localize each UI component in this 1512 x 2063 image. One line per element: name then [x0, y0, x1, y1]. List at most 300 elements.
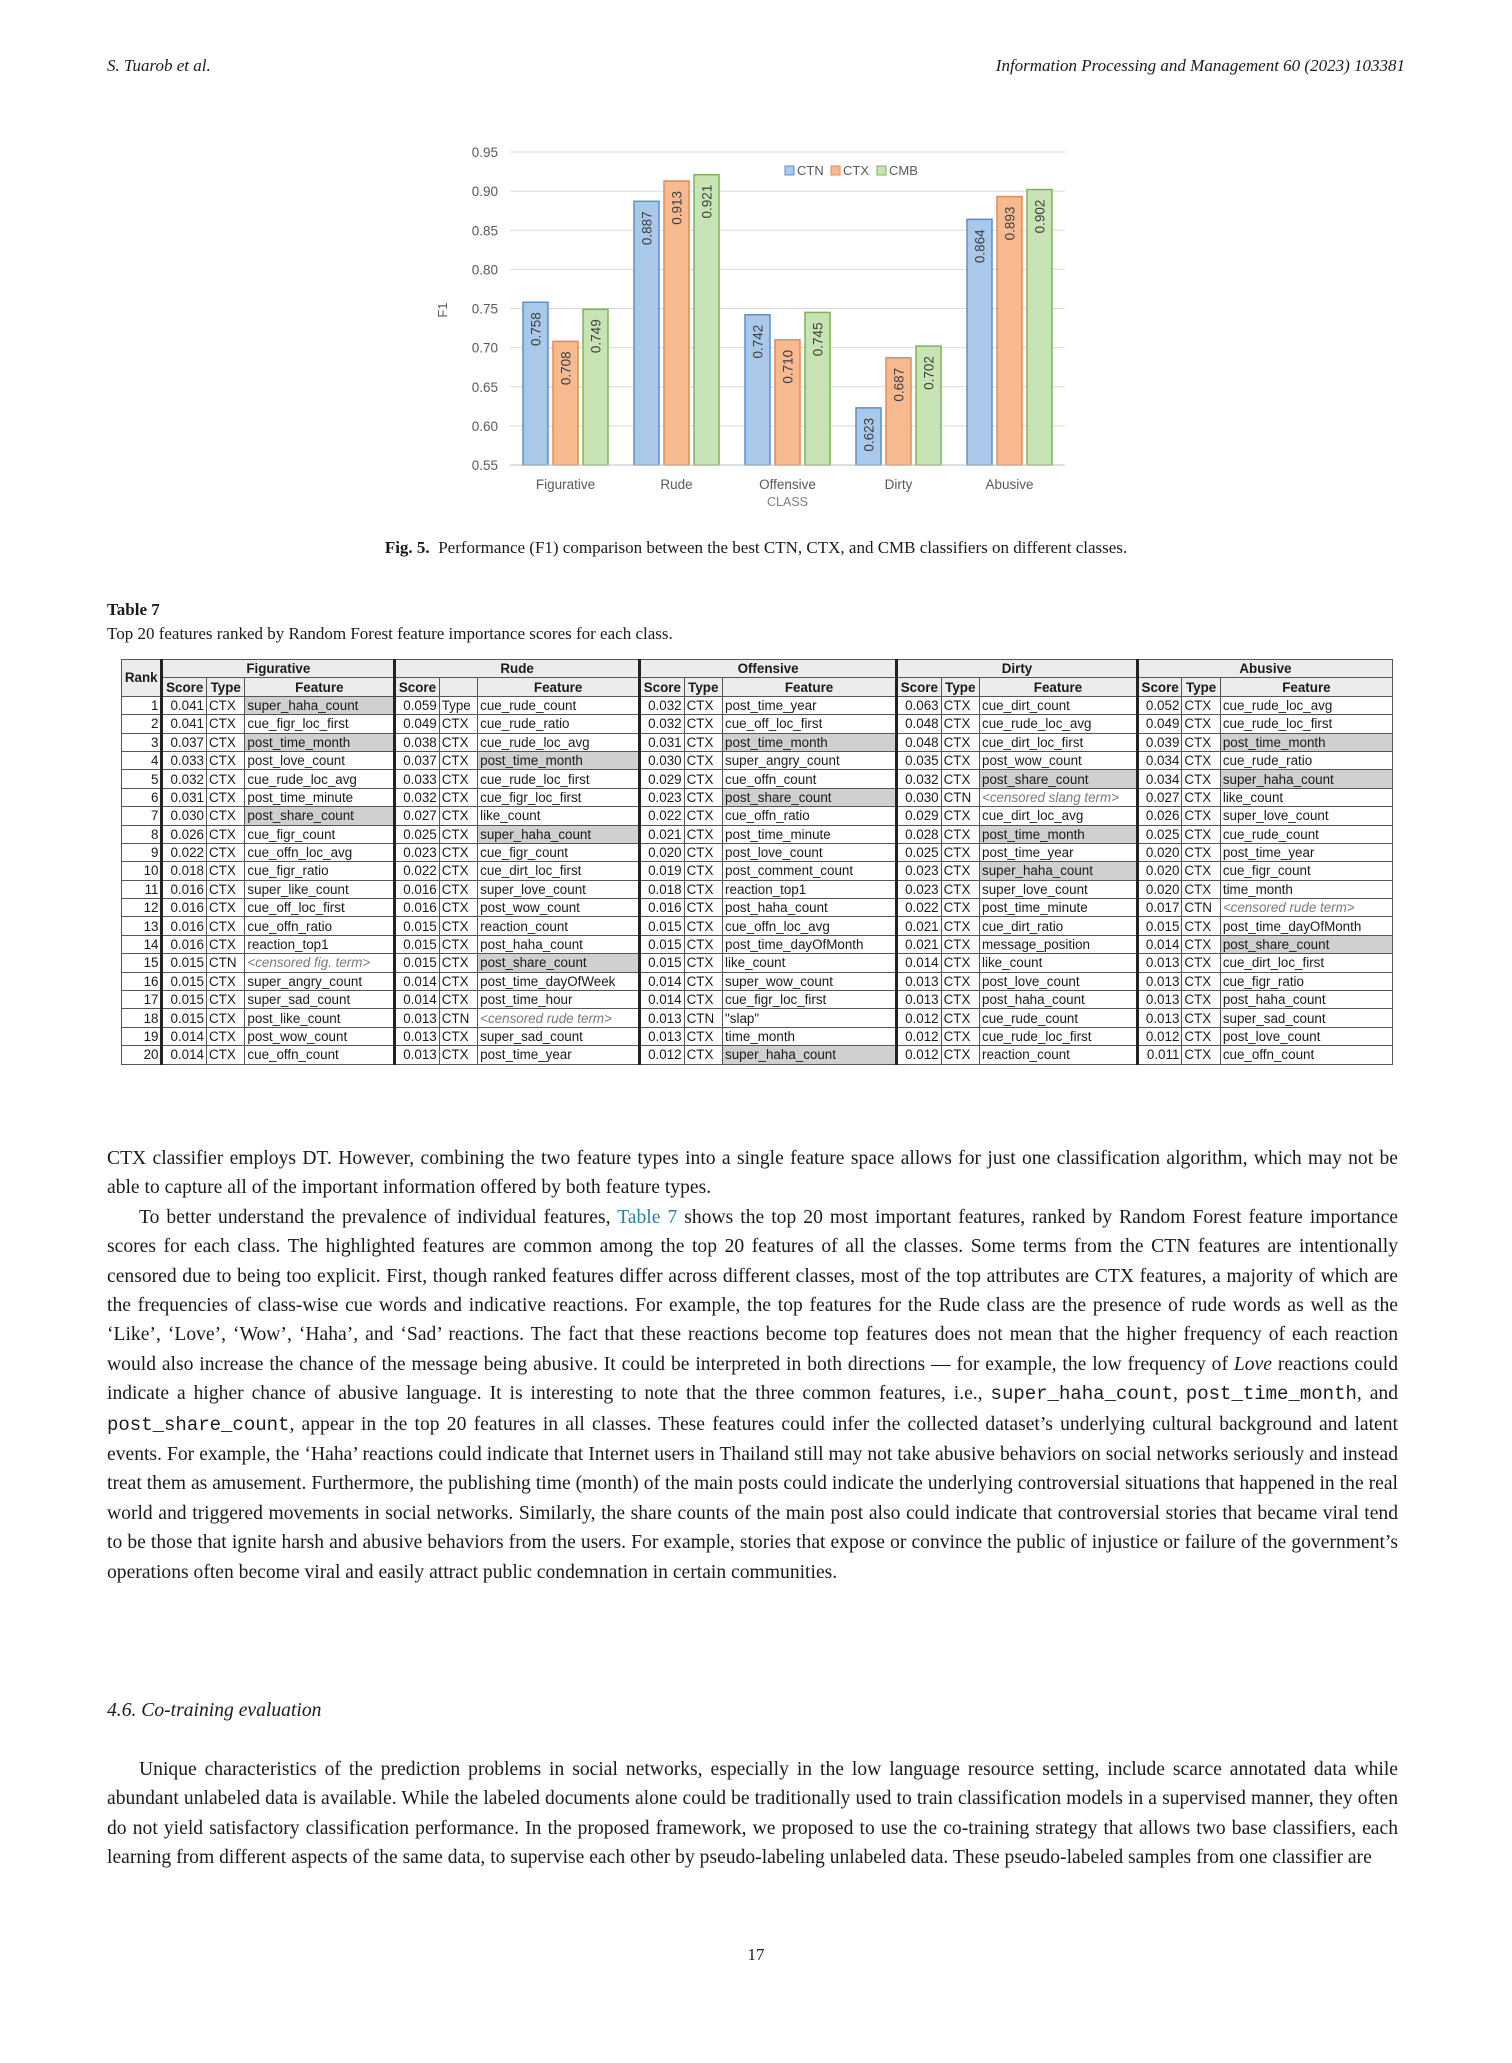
feature-cell: super_love_count [478, 880, 640, 898]
feature-cell: post_love_count [245, 751, 395, 769]
type-cell: CTX [1182, 972, 1220, 990]
x-tick-label: Offensive [759, 477, 816, 492]
score-cell: 0.021 [897, 917, 942, 935]
feature-cell: cue_offn_count [245, 1046, 395, 1064]
type-cell: CTX [206, 880, 244, 898]
score-cell: 0.028 [897, 825, 942, 843]
feature-cell: super_angry_count [723, 751, 897, 769]
table-subheader-row [122, 678, 1393, 696]
feature-cell: cue_figr_count [1220, 862, 1392, 880]
feature-cell: post_haha_count [1220, 991, 1392, 1009]
feature-cell: cue_offn_ratio [723, 807, 897, 825]
type-cell: CTX [206, 696, 244, 714]
feature-cell: cue_figr_loc_first [723, 991, 897, 1009]
score-cell: 0.035 [897, 751, 942, 769]
bar-value-label: 0.687 [891, 367, 907, 402]
type-cell: CTX [941, 991, 979, 1009]
code-post-share-count: post_share_count [107, 1413, 290, 1436]
type-cell: CTX [941, 825, 979, 843]
type-cell: CTX [684, 733, 722, 751]
bar-value-label: 0.913 [669, 190, 685, 225]
feature-cell: cue_dirt_loc_first [980, 733, 1138, 751]
feature-cell: post_time_year [980, 843, 1138, 861]
table-row [122, 807, 1393, 825]
type-cell: CTX [1182, 807, 1220, 825]
feature-cell: super_haha_count [723, 1046, 897, 1064]
score-cell: 0.015 [162, 1009, 207, 1027]
column-header: Score [395, 678, 440, 696]
type-cell: CTX [206, 788, 244, 806]
score-cell: 0.016 [162, 880, 207, 898]
table-row [122, 862, 1393, 880]
score-cell: 0.031 [162, 788, 207, 806]
score-cell: 0.013 [640, 1009, 685, 1027]
bar-value-label: 0.742 [750, 324, 766, 359]
type-cell: CTN [1182, 899, 1220, 917]
feature-cell: cue_offn_count [1220, 1046, 1392, 1064]
type-cell: CTX [206, 862, 244, 880]
feature-cell: super_sad_count [478, 1027, 640, 1045]
type-cell: CTX [1182, 825, 1220, 843]
table-7-link[interactable]: Table 7 [617, 1206, 678, 1228]
feature-cell: super_like_count [245, 880, 395, 898]
feature-cell: post_time_month [980, 825, 1138, 843]
bar-value-label: 0.749 [588, 319, 604, 354]
type-cell: CTX [439, 1046, 477, 1064]
feature-cell: super_sad_count [1220, 1009, 1392, 1027]
score-cell: 0.013 [897, 972, 942, 990]
score-cell: 0.015 [1137, 917, 1182, 935]
table-row [122, 788, 1393, 806]
p2-text-f: , appear in the top 20 features in all classes. These features could infer the collected dataset’s underlying cultural background and latent events. For example, the ‘Haha’ reactions could indicate that Internet users in Thailand still may not take abusive behaviors on social networks seriously and instead treat them as amusement. Furthermore, the publishing time (month) of the main posts could indicate the underlying controversial situations that happened in the real world and triggered movements in social networks. Similarly, the share counts of the main post also could indicate that controversial stories that became viral tend to be those that ignite harsh and abusive behaviors from the users. For example, stories that expose or convince the public of injustice or failure of the government’s operations often become viral and easily attract public condemnation in certain communities. [107, 1413, 1398, 1583]
score-cell: 0.016 [640, 899, 685, 917]
type-cell: CTX [206, 733, 244, 751]
score-cell: 0.022 [640, 807, 685, 825]
feature-cell: super_angry_count [245, 972, 395, 990]
group-header-offensive: Offensive [640, 660, 897, 678]
type-cell: CTX [439, 935, 477, 953]
y-tick-label: 0.60 [471, 418, 498, 434]
feature-cell: cue_off_loc_first [723, 715, 897, 733]
type-cell: CTX [941, 807, 979, 825]
feature-cell: reaction_top1 [723, 880, 897, 898]
score-cell: 0.030 [640, 751, 685, 769]
score-cell: 0.013 [1137, 972, 1182, 990]
bar-value-label: 0.758 [528, 312, 544, 347]
feature-cell: cue_off_loc_first [245, 899, 395, 917]
score-cell: 0.013 [1137, 991, 1182, 1009]
score-cell: 0.020 [1137, 843, 1182, 861]
score-cell: 0.014 [395, 991, 440, 1009]
score-cell: 0.038 [395, 733, 440, 751]
type-cell: CTX [684, 807, 722, 825]
feature-cell: cue_figr_ratio [1220, 972, 1392, 990]
column-header: Score [1137, 678, 1182, 696]
feature-cell: post_time_dayOfWeek [478, 972, 640, 990]
score-cell: 0.013 [395, 1009, 440, 1027]
feature-cell: post_time_year [478, 1046, 640, 1064]
feature-cell: <censored fig. term> [245, 954, 395, 972]
rank-cell: 8 [122, 825, 162, 843]
type-cell: CTX [941, 1027, 979, 1045]
feature-cell: cue_rude_count [1220, 825, 1392, 843]
score-cell: 0.013 [897, 991, 942, 1009]
column-header: Score [897, 678, 942, 696]
feature-importance-table [121, 659, 1393, 1065]
feature-cell: cue_rude_count [980, 1009, 1138, 1027]
type-cell: CTX [1182, 917, 1220, 935]
score-cell: 0.026 [1137, 807, 1182, 825]
y-tick-label: 0.90 [471, 184, 498, 200]
feature-cell: reaction_count [980, 1046, 1138, 1064]
feature-cell: cue_rude_loc_avg [1220, 696, 1392, 714]
score-cell: 0.013 [1137, 954, 1182, 972]
score-cell: 0.014 [640, 991, 685, 1009]
score-cell: 0.017 [1137, 899, 1182, 917]
score-cell: 0.025 [1137, 825, 1182, 843]
column-header: Feature [980, 678, 1138, 696]
feature-cell: cue_figr_loc_first [478, 788, 640, 806]
column-header: Score [640, 678, 685, 696]
feature-cell: <censored rude term> [478, 1009, 640, 1027]
feature-cell: post_love_count [723, 843, 897, 861]
type-cell: CTX [439, 770, 477, 788]
feature-cell: cue_offn_loc_avg [723, 917, 897, 935]
table-row [122, 935, 1393, 953]
score-cell: 0.034 [1137, 751, 1182, 769]
score-cell: 0.022 [162, 843, 207, 861]
legend-label-ctx: CTX [843, 163, 869, 178]
feature-cell: super_haha_count [245, 696, 395, 714]
table-row [122, 1009, 1393, 1027]
feature-cell: post_time_hour [478, 991, 640, 1009]
rank-cell: 15 [122, 954, 162, 972]
feature-cell: cue_rude_loc_avg [245, 770, 395, 788]
column-header: Feature [1220, 678, 1392, 696]
bar-value-label: 0.623 [861, 417, 877, 452]
type-cell: CTX [684, 917, 722, 935]
y-tick-label: 0.70 [471, 340, 498, 356]
table-row [122, 751, 1393, 769]
bar-value-label: 0.745 [810, 322, 826, 357]
score-cell: 0.037 [162, 733, 207, 751]
feature-cell: cue_dirt_count [980, 696, 1138, 714]
type-cell: CTX [206, 751, 244, 769]
type-cell: CTX [941, 862, 979, 880]
feature-cell: post_wow_count [980, 751, 1138, 769]
feature-cell: super_wow_count [723, 972, 897, 990]
paragraph-2 [107, 1203, 1398, 1587]
feature-cell: post_time_month [1220, 733, 1392, 751]
feature-cell: <censored slang term> [980, 788, 1138, 806]
score-cell: 0.015 [640, 954, 685, 972]
score-cell: 0.032 [162, 770, 207, 788]
type-cell: CTX [439, 807, 477, 825]
score-cell: 0.037 [395, 751, 440, 769]
type-cell: CTX [1182, 954, 1220, 972]
score-cell: 0.022 [897, 899, 942, 917]
group-header-figurative: Figurative [162, 660, 395, 678]
code-super-haha-count: super_haha_count [990, 1383, 1173, 1406]
type-cell: CTX [684, 899, 722, 917]
x-axis-label: CLASS [767, 495, 808, 509]
type-cell: CTX [439, 880, 477, 898]
rank-cell: 19 [122, 1027, 162, 1045]
type-cell: CTX [684, 954, 722, 972]
y-tick-label: 0.65 [471, 379, 498, 395]
type-cell: CTX [1182, 1027, 1220, 1045]
column-header: Score [162, 678, 207, 696]
feature-cell: message_position [980, 935, 1138, 953]
group-header-rude: Rude [395, 660, 640, 678]
y-tick-label: 0.75 [471, 301, 498, 317]
table-row [122, 733, 1393, 751]
type-cell: CTX [1182, 1009, 1220, 1027]
figure-caption [0, 538, 1512, 558]
rank-cell: 11 [122, 880, 162, 898]
rank-cell: 16 [122, 972, 162, 990]
score-cell: 0.012 [897, 1046, 942, 1064]
feature-cell: cue_figr_count [245, 825, 395, 843]
group-header-dirty: Dirty [897, 660, 1138, 678]
type-cell: CTX [439, 733, 477, 751]
feature-cell: post_share_count [723, 788, 897, 806]
score-cell: 0.023 [897, 862, 942, 880]
y-tick-label: 0.80 [471, 262, 498, 278]
score-cell: 0.033 [162, 751, 207, 769]
group-header-abusive: Abusive [1137, 660, 1392, 678]
score-cell: 0.033 [395, 770, 440, 788]
score-cell: 0.029 [640, 770, 685, 788]
type-cell: CTX [1182, 733, 1220, 751]
type-cell: CTX [439, 972, 477, 990]
feature-cell: post_time_minute [980, 899, 1138, 917]
feature-cell: like_count [980, 954, 1138, 972]
score-cell: 0.013 [1137, 1009, 1182, 1027]
score-cell: 0.015 [640, 935, 685, 953]
p2-text-b: shows the top 20 most important features, ranked by Random Forest feature importance scores for each class. The highlighted features are common among the top 20 features of all the classes. Some terms from the CTN features are intentionally censored due to being too explicit. First, though ranked features differ across different classes, most of the top attributes are CTX features, a majority of which are the frequencies of class-wise cue words and indicative reactions. For example, the top features for the Rude class are the presence of rude words as well as the ‘Like’, ‘Love’, ‘Wow’, ‘Haha’, and ‘Sad’ reactions. The fact that these reactions become top features does not mean that the higher frequency of each reaction would also increase the chance of the message being abusive. It could be interpreted in both directions — for example, the low frequency of [107, 1206, 1398, 1375]
type-cell: CTX [439, 917, 477, 935]
score-cell: 0.059 [395, 696, 440, 714]
feature-cell: cue_dirt_ratio [980, 917, 1138, 935]
feature-cell: super_love_count [980, 880, 1138, 898]
type-cell: Type [439, 696, 477, 714]
type-cell: CTX [684, 1027, 722, 1045]
column-header: Type [1182, 678, 1220, 696]
column-header: Feature [245, 678, 395, 696]
table-row [122, 899, 1393, 917]
feature-cell: cue_figr_ratio [245, 862, 395, 880]
feature-cell: post_haha_count [478, 935, 640, 953]
bar-value-label: 0.864 [972, 229, 988, 264]
body-text-lower [107, 1755, 1398, 1873]
table-row [122, 954, 1393, 972]
table-row [122, 825, 1393, 843]
score-cell: 0.025 [395, 825, 440, 843]
feature-cell: post_share_count [980, 770, 1138, 788]
table-row [122, 843, 1393, 861]
table-row [122, 972, 1393, 990]
feature-cell: cue_rude_loc_first [1220, 715, 1392, 733]
type-cell: CTX [206, 807, 244, 825]
score-cell: 0.013 [395, 1027, 440, 1045]
feature-cell: super_haha_count [1220, 770, 1392, 788]
rank-cell: 5 [122, 770, 162, 788]
score-cell: 0.029 [897, 807, 942, 825]
column-header [439, 678, 477, 696]
score-cell: 0.052 [1137, 696, 1182, 714]
score-cell: 0.014 [1137, 935, 1182, 953]
paragraph-1: CTX classifier employs DT. However, combining the two feature types into a single feature space allows for just one classification algorithm, which may not be able to capture all of the important information offered by both feature types. [107, 1148, 1398, 1199]
type-cell: CTX [684, 991, 722, 1009]
score-cell: 0.041 [162, 715, 207, 733]
score-cell: 0.032 [897, 770, 942, 788]
feature-cell: post_wow_count [245, 1027, 395, 1045]
score-cell: 0.023 [395, 843, 440, 861]
score-cell: 0.030 [897, 788, 942, 806]
table-row [122, 880, 1393, 898]
type-cell: CTX [684, 770, 722, 788]
type-cell: CTX [206, 770, 244, 788]
type-cell: CTX [1182, 788, 1220, 806]
type-cell: CTN [684, 1009, 722, 1027]
table-row [122, 1046, 1393, 1064]
type-cell: CTX [206, 972, 244, 990]
type-cell: CTX [941, 696, 979, 714]
feature-cell: post_time_dayOfMonth [723, 935, 897, 953]
type-cell: CTN [439, 1009, 477, 1027]
feature-cell: cue_rude_ratio [1220, 751, 1392, 769]
feature-cell: cue_rude_ratio [478, 715, 640, 733]
bar-value-label: 0.702 [921, 356, 937, 390]
figure-caption-text: Performance (F1) comparison between the best CTN, CTX, and CMB classifiers on different classes. [438, 538, 1128, 557]
score-cell: 0.049 [1137, 715, 1182, 733]
table-row [122, 770, 1393, 788]
feature-cell: cue_rude_loc_avg [980, 715, 1138, 733]
score-cell: 0.032 [395, 788, 440, 806]
paragraph-3: Unique characteristics of the prediction problems in social networks, especially in the low language resource setting, include scarce annotated data while abundant unlabeled data is available. While the labeled documents alone could be traditionally used to train classification models in a supervised manner, they often do not yield satisfactory classification performance. In the proposed framework, we proposed to use the co-training strategy that allows two base classifiers, each learning from different aspects of the same data, to supervise each other by pseudo-labeling unlabeled data. These pseudo-labeled samples from one classifier are [107, 1759, 1398, 1869]
legend-label-cmb: CMB [889, 163, 918, 178]
x-tick-label: Figurative [535, 477, 596, 492]
rank-cell: 17 [122, 991, 162, 1009]
score-cell: 0.023 [640, 788, 685, 806]
type-cell: CTX [941, 770, 979, 788]
score-cell: 0.014 [640, 972, 685, 990]
type-cell: CTX [941, 954, 979, 972]
feature-cell: post_time_month [478, 751, 640, 769]
type-cell: CTX [439, 899, 477, 917]
type-cell: CTX [684, 1046, 722, 1064]
type-cell: CTX [684, 935, 722, 953]
feature-cell: post_share_count [478, 954, 640, 972]
y-tick-label: 0.95 [471, 145, 498, 160]
type-cell: CTX [684, 862, 722, 880]
feature-cell: cue_dirt_loc_first [478, 862, 640, 880]
feature-cell: <censored rude term> [1220, 899, 1392, 917]
type-cell: CTX [1182, 1046, 1220, 1064]
legend-swatch-cmb [877, 166, 886, 175]
type-cell: CTX [684, 825, 722, 843]
table-group-header-row [122, 660, 1393, 678]
feature-cell: post_time_year [723, 696, 897, 714]
feature-cell: post_love_count [1220, 1027, 1392, 1045]
feature-cell: reaction_count [478, 917, 640, 935]
type-cell: CTX [941, 843, 979, 861]
body-text-upper [107, 1144, 1398, 1587]
feature-cell: cue_rude_loc_avg [478, 733, 640, 751]
p2-text-c: reactions could indicate a higher chance of abusive language. It is interesting to note that the three common features, i.e., [107, 1353, 1398, 1405]
score-cell: 0.032 [640, 696, 685, 714]
score-cell: 0.012 [1137, 1027, 1182, 1045]
feature-cell: cue_offn_loc_avg [245, 843, 395, 861]
feature-cell: cue_offn_ratio [245, 917, 395, 935]
type-cell: CTX [1182, 862, 1220, 880]
score-cell: 0.019 [640, 862, 685, 880]
score-cell: 0.048 [897, 715, 942, 733]
column-header: Type [941, 678, 979, 696]
column-header: Feature [478, 678, 640, 696]
score-cell: 0.018 [640, 880, 685, 898]
type-cell: CTX [206, 935, 244, 953]
type-cell: CTX [206, 1046, 244, 1064]
y-tick-label: 0.55 [471, 458, 498, 473]
score-cell: 0.012 [897, 1027, 942, 1045]
type-cell: CTX [684, 788, 722, 806]
score-cell: 0.012 [640, 1046, 685, 1064]
rank-cell: 7 [122, 807, 162, 825]
score-cell: 0.013 [395, 1046, 440, 1064]
score-cell: 0.032 [640, 715, 685, 733]
type-cell: CTX [439, 825, 477, 843]
y-tick-label: 0.85 [471, 223, 498, 239]
rank-cell: 13 [122, 917, 162, 935]
type-cell: CTX [941, 917, 979, 935]
type-cell: CTX [1182, 880, 1220, 898]
rank-cell: 12 [122, 899, 162, 917]
score-cell: 0.063 [897, 696, 942, 714]
feature-cell: cue_rude_loc_first [980, 1027, 1138, 1045]
score-cell: 0.021 [640, 825, 685, 843]
section-heading: 4.6. Co-training evaluation [107, 1700, 322, 1721]
column-header: Type [684, 678, 722, 696]
table-row [122, 696, 1393, 714]
type-cell: CTN [206, 954, 244, 972]
p2-text-e: , and [1356, 1383, 1399, 1405]
feature-cell: time_month [1220, 880, 1392, 898]
score-cell: 0.023 [897, 880, 942, 898]
score-cell: 0.012 [897, 1009, 942, 1027]
feature-cell: post_love_count [980, 972, 1138, 990]
score-cell: 0.016 [162, 935, 207, 953]
rank-cell: 20 [122, 1046, 162, 1064]
score-cell: 0.015 [162, 991, 207, 1009]
score-cell: 0.013 [640, 1027, 685, 1045]
score-cell: 0.014 [395, 972, 440, 990]
rank-cell: 1 [122, 696, 162, 714]
p2-emphasis: Love [1233, 1353, 1272, 1375]
score-cell: 0.039 [1137, 733, 1182, 751]
score-cell: 0.025 [897, 843, 942, 861]
type-cell: CTX [1182, 715, 1220, 733]
score-cell: 0.015 [162, 954, 207, 972]
rank-cell: 4 [122, 751, 162, 769]
score-cell: 0.026 [162, 825, 207, 843]
type-cell: CTX [941, 1009, 979, 1027]
score-cell: 0.016 [162, 917, 207, 935]
table-row [122, 917, 1393, 935]
rank-header: Rank [122, 660, 162, 697]
type-cell: CTX [941, 972, 979, 990]
